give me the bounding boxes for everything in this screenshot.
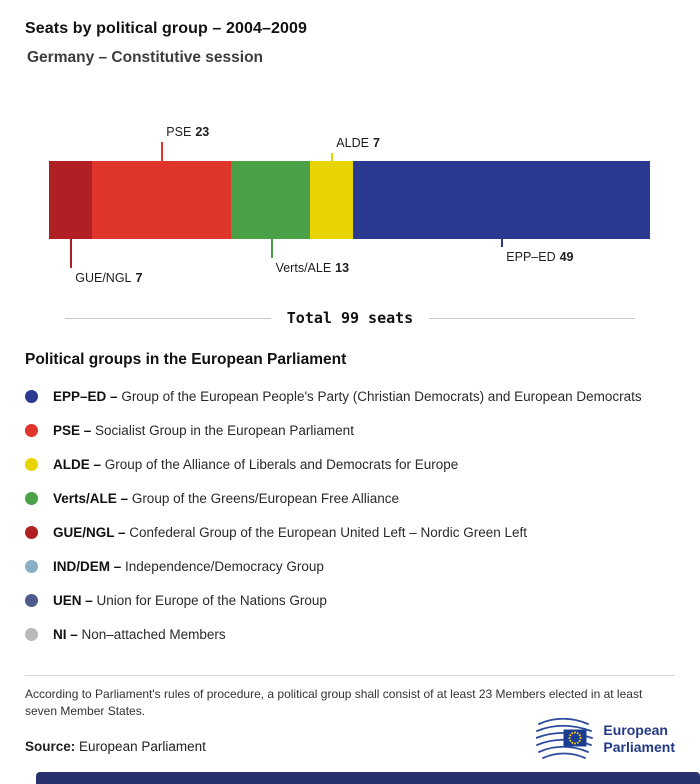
stacked-bar-chart [49,119,650,285]
legend-code: ALDE – [53,456,102,472]
legend-description: Non–attached Members [81,626,226,642]
legend-code: NI – [53,626,78,642]
callout-tick [161,142,163,161]
legend-label [53,389,642,404]
divider-line [65,318,271,319]
legend-label [53,559,324,574]
callout-code: PSE [166,125,192,139]
callout-tick [70,239,72,268]
legend-heading: Political groups in the European Parliament [25,351,347,368]
bottom-bar [36,772,700,784]
legend-description: Independence/Democracy Group [125,558,324,574]
legend-item-pse [25,413,700,447]
logo-wordmark [603,722,675,756]
callout-code: Verts/ALE [275,261,332,275]
legend-label [53,457,458,472]
legend-dot-ni [25,628,38,641]
legend-dot-uen [25,594,38,607]
bar-segment-epp-ed [353,161,650,239]
callout-seats: 7 [135,271,143,285]
legend-dot-pse [25,424,38,437]
european-parliament-logo [536,718,675,760]
bar-segment-alde [310,161,353,239]
legend-description: Group of the Alliance of Liberals and Democrats for Europe [104,456,459,472]
callout-code: EPP–ED [506,250,556,264]
source-line [25,739,206,754]
divider-line [429,318,635,319]
legend-dot-ind-dem [25,560,38,573]
bar-callout-epp-ed [501,239,573,264]
callout-seats: 13 [335,261,350,275]
legend-description: Confederal Group of the European United Left – Nordic Green Left [129,524,528,540]
bar-segment-pse [92,161,232,239]
legend-dot-alde [25,458,38,471]
total-seats-label: Total 99 seats [286,309,414,327]
bar-segment-verts-ale [231,161,310,239]
total-seats-row [65,309,635,327]
callout-label [70,268,142,285]
callout-code: GUE/NGL [75,271,132,285]
legend-dot-epp-ed [25,390,38,403]
bar-segment-gue-ngl [49,161,92,239]
legend-item-alde [25,447,700,481]
legend-dot-verts-ale [25,492,38,505]
legend-item-epp-ed [25,379,700,413]
callout-tick [501,239,503,247]
callout-label [501,247,573,264]
legend-description: Socialist Group in the European Parliament [95,422,354,438]
footnote: According to Parliament's rules of procedure, a political group shall consist of at least 23 Members elected in at least seven Member States. [25,687,643,719]
page-subtitle: Germany – Constitutive session [27,49,264,66]
bar-callout-pse [161,125,209,161]
legend-code: GUE/NGL – [53,524,126,540]
callout-code: ALDE [336,136,369,150]
callout-tick [331,153,333,161]
legend-item-gue-ngl [25,515,700,549]
stacked-bar [49,161,650,239]
footnote-divider [25,675,675,676]
legend-description: Union for Europe of the Nations Group [96,592,327,608]
logo-line1: European [603,722,668,738]
callout-seats: 23 [195,125,210,139]
legend-code: PSE – [53,422,92,438]
callout-label [161,125,209,142]
logo-line2: Parliament [603,739,675,755]
legend-dot-gue-ngl [25,526,38,539]
callout-label [331,136,380,153]
legend [25,379,700,651]
legend-item-ni [25,617,700,651]
legend-item-ind-dem [25,549,700,583]
callout-seats: 49 [559,250,574,264]
source-label: Source: [25,739,76,754]
legend-code: Verts/ALE – [53,490,129,506]
source-value: European Parliament [79,739,206,754]
bar-callout-verts-ale [271,239,350,275]
eu-parliament-logo-icon [536,718,594,760]
legend-code: IND/DEM – [53,558,122,574]
callout-seats: 7 [372,136,380,150]
legend-code: EPP–ED – [53,388,118,404]
callout-tick [271,239,273,258]
callout-label [271,258,350,275]
legend-code: UEN – [53,592,93,608]
footer [25,718,675,760]
legend-description: Group of the European People's Party (Christian Democrats) and European Democrats [121,388,642,404]
legend-item-uen [25,583,700,617]
legend-label [53,491,399,506]
legend-label [53,593,327,608]
bar-callout-gue-ngl [70,239,142,285]
legend-description: Group of the Greens/European Free Alliance [131,490,399,506]
bar-callout-alde [331,136,380,161]
legend-label [53,525,527,540]
legend-item-verts-ale [25,481,700,515]
legend-label [53,423,354,438]
page-title: Seats by political group – 2004–2009 [25,20,307,37]
legend-label [53,627,226,642]
